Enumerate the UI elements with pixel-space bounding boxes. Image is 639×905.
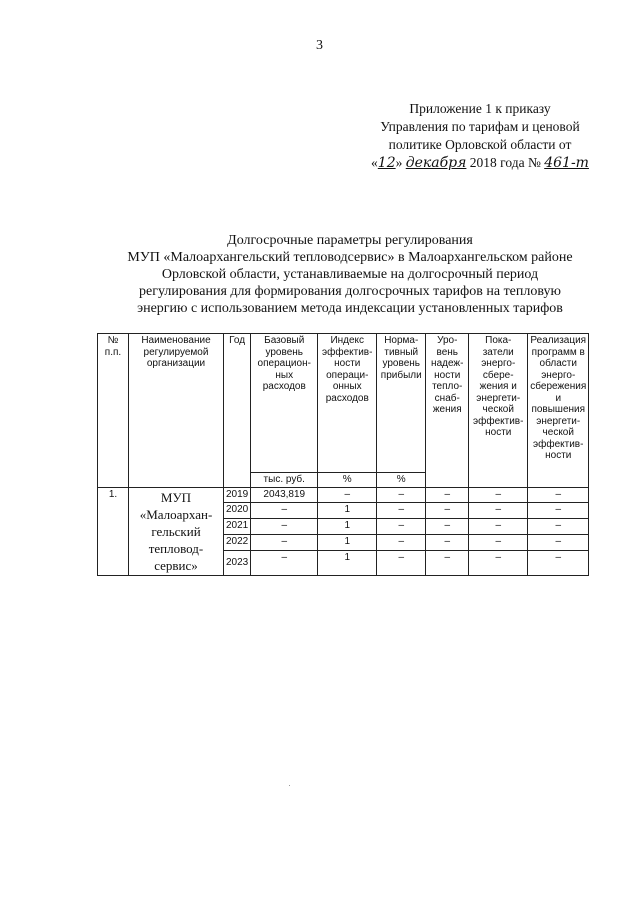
date-month: декабря <box>405 155 467 171</box>
header-year: Год <box>224 334 251 488</box>
cell-base: – <box>251 550 318 575</box>
appendix-date-line <box>345 154 615 172</box>
header-reliability: Уро-вень надеж-ности тепло-снаб-жения <box>426 334 469 488</box>
cell-energy: – <box>469 503 528 519</box>
unit-base: тыс. руб. <box>251 473 318 488</box>
header-no: № п.п. <box>98 334 129 488</box>
appendix-header <box>345 100 615 172</box>
cell-energy: – <box>469 534 528 550</box>
cell-index: 1 <box>318 519 377 535</box>
header-energy-programs: Реализация программ в области энерго-сбережения и повышения энергети-ческой эффектив-ности <box>528 334 589 488</box>
title-line-2: МУП «Малоархангельский тепловодсервис» в Малоархангельском районе <box>127 250 573 265</box>
table-row <box>98 487 589 503</box>
date-close-quote: » <box>395 155 403 170</box>
cell-year: 2020 <box>224 503 251 519</box>
cell-index: 1 <box>318 503 377 519</box>
date-open-quote: « <box>371 155 378 170</box>
order-number: 461-т <box>544 155 589 171</box>
cell-norm: – <box>377 550 426 575</box>
document-title <box>60 232 639 317</box>
unit-index: % <box>318 473 377 488</box>
page-number: 3 <box>316 38 323 53</box>
appendix-line-3: политике Орловской области от <box>388 137 572 152</box>
cell-year: 2019 <box>224 487 251 503</box>
cell-reliability: – <box>426 550 469 575</box>
date-day: 12 <box>377 155 396 171</box>
cell-base: – <box>251 534 318 550</box>
cell-programs: – <box>528 534 589 550</box>
cell-programs: – <box>528 503 589 519</box>
cell-reliability: – <box>426 503 469 519</box>
cell-base: 2043,819 <box>251 487 318 503</box>
title-line-4: регулирования для формирования долгосрочных тарифов на тепловую <box>139 284 561 299</box>
appendix-line-1: Приложение 1 к приказу <box>409 101 551 116</box>
title-line-1: Долгосрочные параметры регулирования <box>227 233 473 248</box>
row-number: 1. <box>98 487 129 575</box>
cell-norm: – <box>377 487 426 503</box>
cell-base: – <box>251 519 318 535</box>
cell-index: 1 <box>318 534 377 550</box>
cell-norm: – <box>377 503 426 519</box>
title-line-5: энергию с использованием метода индексации установленных тарифов <box>137 301 563 316</box>
year-text: 2018 года № <box>469 155 541 170</box>
cell-energy: – <box>469 519 528 535</box>
scan-dot <box>289 785 290 786</box>
cell-year: 2022 <box>224 534 251 550</box>
header-efficiency-index: Индекс эффектив-ности операци-онных расходов <box>318 334 377 473</box>
cell-index: – <box>318 487 377 503</box>
cell-energy: – <box>469 487 528 503</box>
header-normative-profit: Норма-тивный уровень прибыли <box>377 334 426 473</box>
cell-year: 2021 <box>224 519 251 535</box>
parameters-table <box>97 333 589 576</box>
org-name: МУП «Малоархан-гельский тепловод-сервис» <box>129 487 224 575</box>
cell-reliability: – <box>426 487 469 503</box>
cell-reliability: – <box>426 534 469 550</box>
table-header-row <box>98 334 589 473</box>
header-base-level: Базовый уровень операцион-ных расходов <box>251 334 318 473</box>
cell-norm: – <box>377 534 426 550</box>
cell-year: 2023 <box>224 550 251 575</box>
cell-norm: – <box>377 519 426 535</box>
cell-reliability: – <box>426 519 469 535</box>
appendix-line-2: Управления по тарифам и ценовой <box>380 119 580 134</box>
cell-base: – <box>251 503 318 519</box>
cell-programs: – <box>528 519 589 535</box>
cell-index: 1 <box>318 550 377 575</box>
header-org-name: Наименование регулируемой организации <box>129 334 224 488</box>
cell-energy: – <box>469 550 528 575</box>
title-line-3: Орловской области, устанавливаемые на долгосрочный период <box>161 267 539 282</box>
cell-programs: – <box>528 550 589 575</box>
unit-norm: % <box>377 473 426 488</box>
cell-programs: – <box>528 487 589 503</box>
header-energy-indicators: Пока-затели энерго-сбере-жения и энергети-ческой эффектив-ности <box>469 334 528 488</box>
